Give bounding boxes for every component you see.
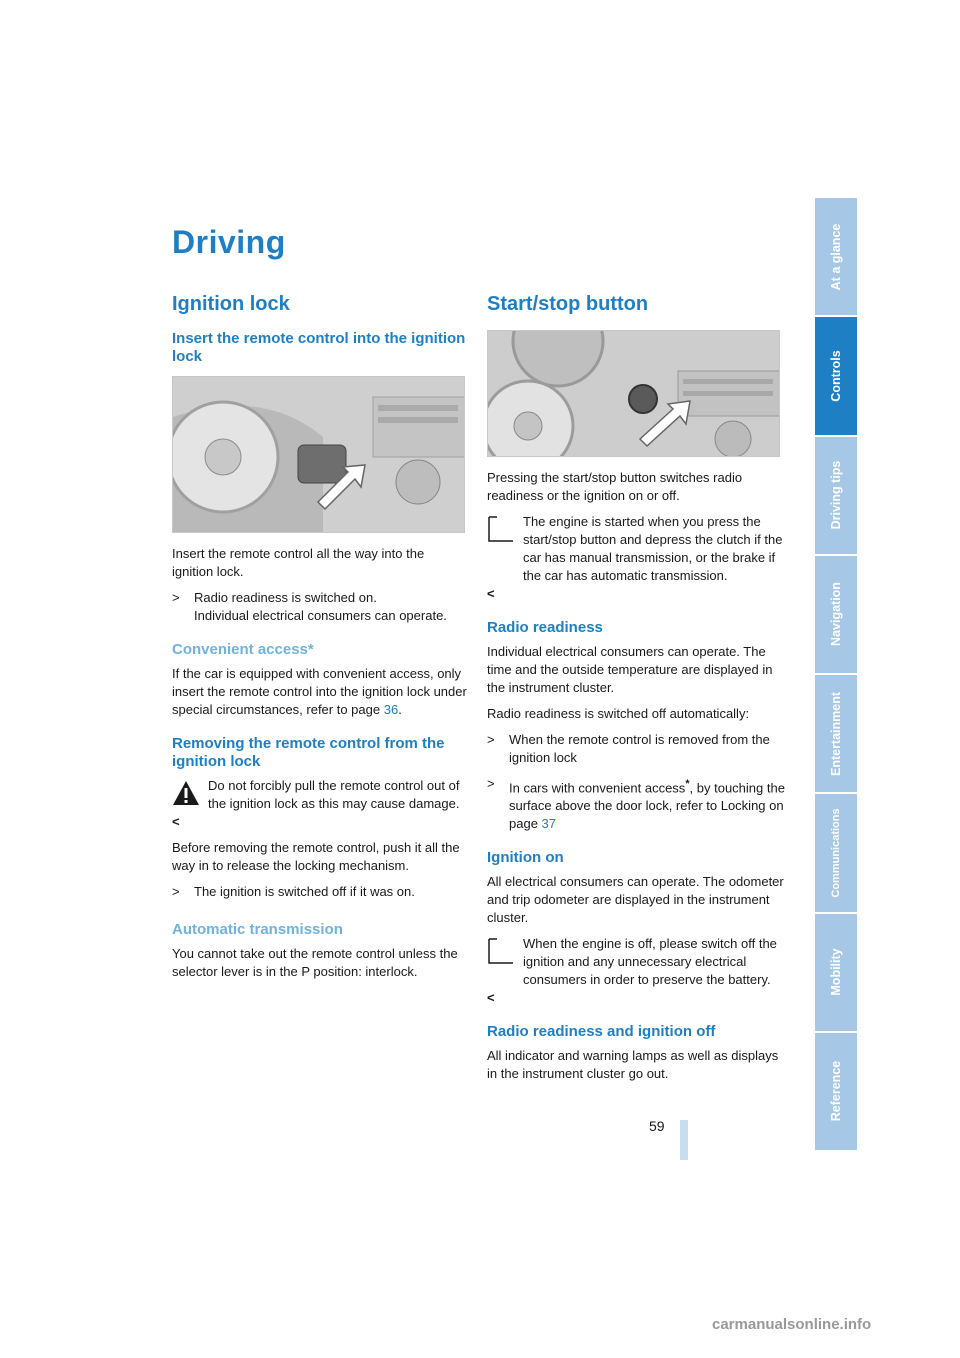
page-title: Driving	[172, 224, 286, 260]
tab-entertainment[interactable]: Entertainment	[815, 675, 857, 794]
start-stop-illustration	[488, 331, 780, 457]
removing-instruction: Before removing the remote control, push it all the way in to release the locking mechanism.	[172, 840, 460, 873]
ignition-lock-photo	[172, 376, 465, 533]
ignition-on-note: When the engine is off, please switch off the ignition and any unnecessary electrical consumers in order to preserve the battery. <	[487, 936, 777, 1006]
subheading-radio-readiness: Radio readiness	[487, 619, 603, 636]
subheading-removing-remote: Removing the remote control from the ignition lock	[172, 735, 445, 770]
chapter-sidebar	[815, 198, 857, 1160]
warning-triangle-icon	[172, 779, 200, 807]
end-mark: <	[487, 586, 495, 601]
radio-bullet-1: > When the remote control is removed from the ignition lock	[487, 732, 770, 765]
right-column	[487, 292, 787, 1091]
radio-readiness-off-text: Radio readiness is switched off automatically:	[487, 706, 750, 721]
bullet-marker: >	[172, 590, 180, 605]
ignition-on-text: All electrical consumers can operate. The odometer and trip odometer are displayed in the instrument cluster.	[487, 874, 784, 926]
subheading-ignition-on: Ignition on	[487, 849, 564, 867]
end-mark: <	[172, 814, 180, 829]
page-number-bar	[680, 1120, 688, 1160]
subheading-automatic-transmission: Automatic transmission	[172, 921, 343, 938]
page-link-36[interactable]: 36	[383, 702, 399, 717]
start-engine-note: The engine is started when you press the start/stop button and depress the clutch if the car has manual transmission, or the brake if the car has automatic transmission. <	[487, 514, 783, 601]
section-heading-ignition-lock: Ignition lock	[172, 293, 290, 315]
bullet-text: Radio readiness is switched on. Individual electrical consumers can operate.	[194, 590, 447, 623]
subheading-insert-remote: Insert the remote control into the ignition lock	[172, 330, 466, 365]
tab-driving-tips[interactable]: Driving tips	[815, 437, 857, 556]
end-mark: <	[487, 990, 495, 1006]
radio-off-text: All indicator and warning lamps as well as displays in the instrument cluster go out.	[487, 1048, 779, 1082]
tab-mobility[interactable]: Mobility	[815, 914, 857, 1033]
radio-bullet-2: > In cars with convenient access*, by touching the surface above the door lock, refer to Locking on page 37	[487, 776, 785, 832]
start-stop-photo	[487, 330, 780, 457]
radio-readiness-text: Individual electrical consumers can operate. The time and the outside temperature are displayed in the instrument cluster.	[487, 644, 773, 695]
tab-at-a-glance[interactable]: At a glance	[815, 198, 857, 317]
removing-bullet: > The ignition is switched off if it was on.	[172, 884, 415, 899]
tab-controls[interactable]: Controls	[815, 317, 857, 436]
page-link-37[interactable]: 37	[541, 816, 557, 832]
insert-bullet	[172, 589, 468, 625]
start-stop-intro: Pressing the start/stop button switches radio readiness or the ignition on or off.	[487, 470, 743, 503]
ignition-lock-illustration	[173, 377, 465, 533]
page-number: 59	[649, 1118, 665, 1134]
tab-navigation[interactable]: Navigation	[815, 556, 857, 675]
tab-communications[interactable]: Communications	[815, 794, 857, 913]
note-icon	[487, 515, 515, 543]
section-heading-start-stop: Start/stop button	[487, 293, 649, 315]
tab-reference[interactable]: Reference	[815, 1033, 857, 1152]
note-icon	[487, 937, 515, 965]
insert-instruction: Insert the remote control all the way into the ignition lock.	[172, 546, 425, 579]
convenient-access-text: If the car is equipped with convenient access, only insert the remote control into the ignition lock under special circumstances, refer to page 36.	[172, 666, 467, 717]
left-column	[172, 292, 468, 989]
warning-note: Do not forcibly pull the remote control out of the ignition lock as this may cause damage. <	[172, 778, 460, 829]
automatic-transmission-text: You cannot take out the remote control unless the selector lever is in the P position: interlock.	[172, 946, 458, 979]
subheading-convenient-access: Convenient access*	[172, 641, 314, 658]
watermark: carmanualsonline.info	[712, 1316, 872, 1333]
subheading-radio-off: Radio readiness and ignition off	[487, 1023, 716, 1041]
